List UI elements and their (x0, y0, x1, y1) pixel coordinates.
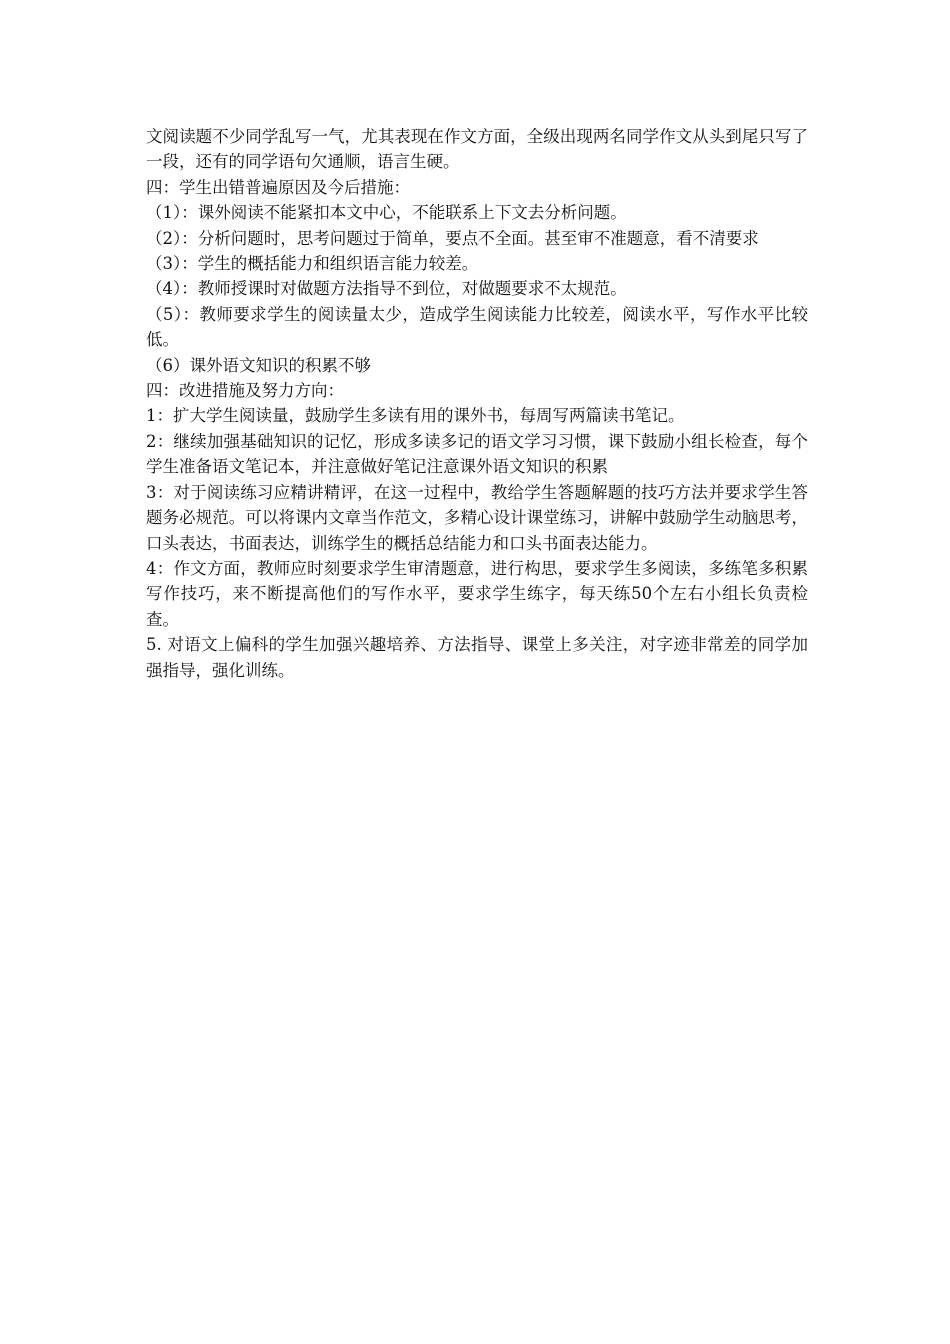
cause-item-1: （1）：课外阅读不能紧扣本文中心，不能联系上下文去分析问题。 (146, 203, 627, 223)
cause-item-6: （6）课外语文知识的积累不够 (146, 355, 371, 375)
improvement-item-4: 4：作文方面，教师应时刻要求学生审清题意，进行构思，要求学生多阅读，多练笔多积累写作技巧，来不断提高他们的写作水平，要求学生练字，每天练50个左右小组长负责检查。 (146, 558, 808, 629)
cause-item-5: （5）：教师要求学生的阅读量太少，造成学生阅读能力比较差，阅读水平，写作水平比较低。 (146, 304, 808, 350)
heading-improvements: 四：改进措施及努力方向： (146, 381, 344, 401)
heading-causes: 四：学生出错普遍原因及今后措施： (146, 177, 410, 197)
document-body (146, 124, 808, 683)
cause-item-3: （3）：学生的概括能力和组织语言能力较差。 (146, 254, 479, 274)
improvement-item-5: 5. 对语文上偏科的学生加强兴趣培养、方法指导、课堂上多关注，对字迹非常差的同学加强指导，强化训练。 (146, 635, 808, 680)
cause-item-4: （4）：教师授课时对做题方法指导不到位，对做题要求不太规范。 (146, 279, 627, 299)
improvement-item-3: 3：对于阅读练习应精讲精评，在这一过程中，教给学生答题解题的技巧方法并要求学生答题务必规范。可以将课内文章当作范文，多精心设计课堂练习，讲解中鼓励学生动脑思考，口头表达，书面表达，训练学生的概括总结能力和口头书面表达能力。 (146, 482, 808, 553)
improvement-item-1: 1：扩大学生阅读量，鼓励学生多读有用的课外书，每周写两篇读书笔记。 (146, 406, 685, 426)
cause-item-2: （2）：分析问题时，思考问题过于简单，要点不全面。甚至审不准题意，看不清要求 (146, 228, 759, 248)
improvement-item-2: 2：继续加强基础知识的记忆，形成多读多记的语文学习习惯，课下鼓励小组长检查，每个学生准备语文笔记本，并注意做好笔记注意课外语文知识的积累 (146, 431, 808, 477)
paragraph-reading-issues: 文阅读题不少同学乱写一气，尤其表现在作文方面，全级出现两名同学作文从头到尾只写了一段，还有的同学语句欠通顺，语言生硬。 (146, 127, 808, 172)
